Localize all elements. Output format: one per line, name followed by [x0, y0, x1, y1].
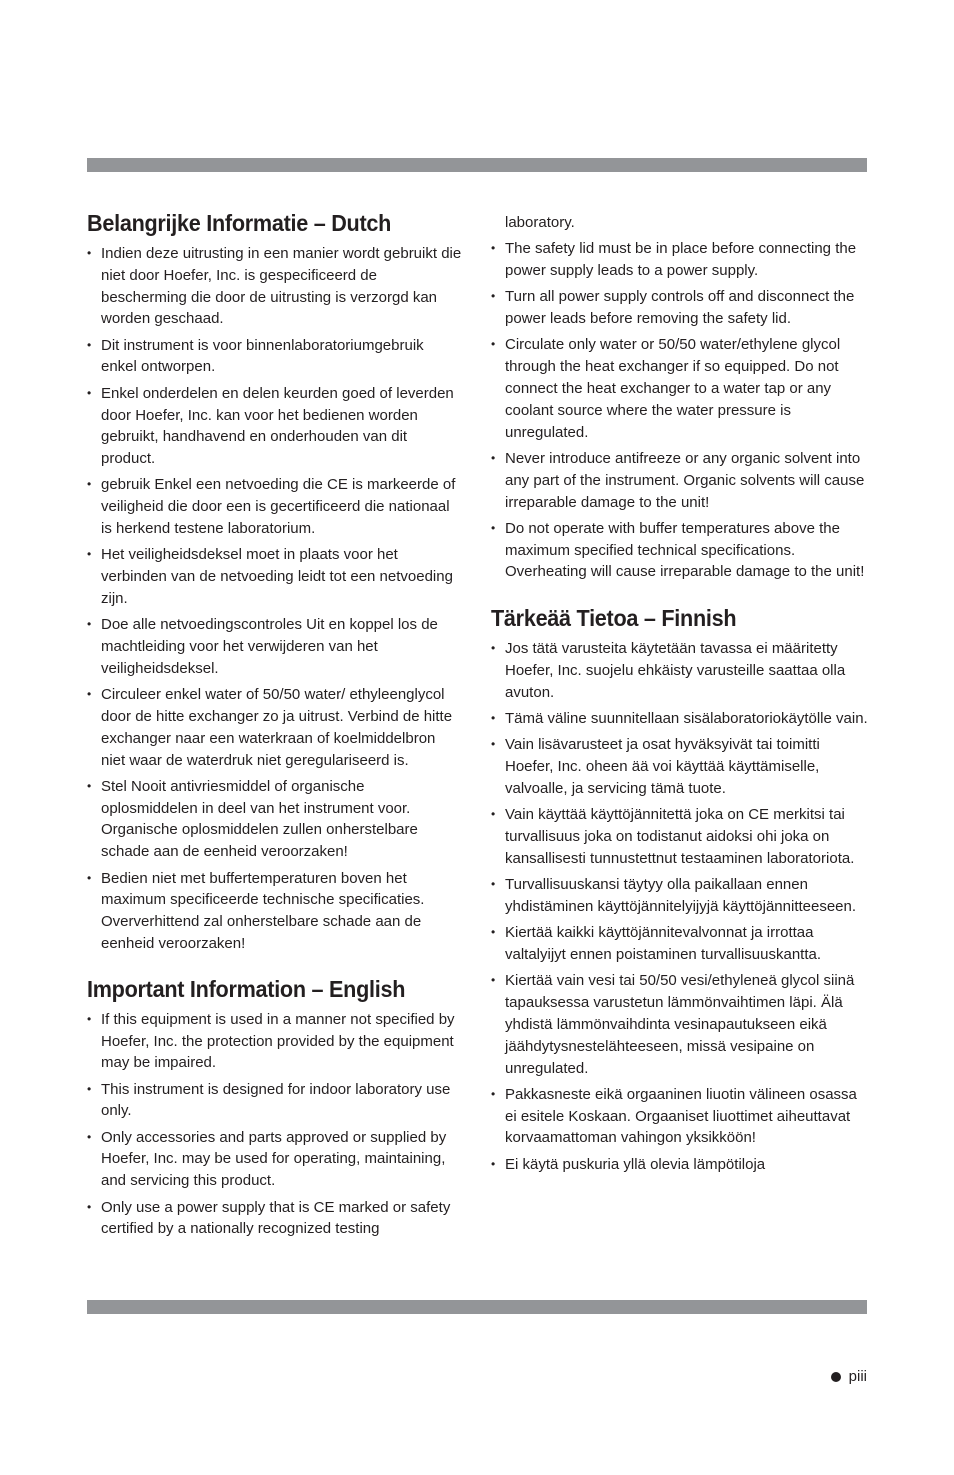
finnish-list [491, 638, 869, 1175]
list-item: • Ei käytä puskuria yllä olevia lämpötiloja [491, 1154, 869, 1176]
section-dutch [87, 208, 462, 955]
list-item: • Turvallisuuskansi täytyy olla paikallaan ennen yhdistäminen käyttöjännitelyijyjä käyttöjännitteeseen. [491, 874, 869, 918]
list-item: • Turn all power supply controls off and disconnect the power leads before removing the safety lid. [491, 286, 869, 330]
list-item: • gebruik Enkel een netvoeding die CE is markeerde of veiligheid die door een is gecertificeerd die nationaal is herkend testene laboratorium. [87, 474, 462, 539]
list-item: • Circulate only water or 50/50 water/ethylene glycol through the heat exchanger if so equipped. Do not connect the heat exchanger to a water tap or any coolant source where the water pressure is unregulated. [491, 334, 869, 443]
section-title-finnish: Tärkeää Tietoa – Finnish [491, 605, 737, 632]
list-item: • Jos tätä varusteita käytetään tavassa ei määritetty Hoefer, Inc. suojelu ehkäisty varusteille saattaa olla avuton. [491, 638, 869, 703]
list-item: • Enkel onderdelen en delen keurden goed of leverden door Hoefer, Inc. kan voor het bedienen worden gebruikt, handhavend en onderhouden van dit product. [87, 383, 462, 470]
list-item: • Doe alle netvoedingscontroles Uit en koppel los de machtleiding voor het verwijderen van het veiligheidsdeksel. [87, 614, 462, 679]
list-item: • Kiertää vain vesi tai 50/50 vesi/ethyleneä glycol siinä tapauksessa varustetun lämmönvaihtimen läpi. Älä yhdistä lämmönvaihdinta vesinapautukseen eikä jäähdytysnestelähteeseen, missä vesipaine on unregulated. [491, 970, 869, 1079]
dutch-list [87, 243, 462, 955]
section-title-dutch: Belangrijke Informatie – Dutch [87, 210, 392, 236]
list-item: • Bedien niet met buffertemperaturen boven het maximum specificeerde technische specificaties. Oververhittend zal onherstelbare schade aan de eenheid veroorzaken! [87, 868, 462, 955]
list-item: • Circuleer enkel water of 50/50 water/ ethyleenglycol door de hitte exchanger zo ja uitrust. Verbind de hitte exchanger naar een waterkraan of koelmiddelbron niet waar de waterdruk niet geregulariseerd is. [87, 684, 462, 771]
list-item: • Pakkasneste eikä orgaaninen liuotin välineen osassa ei esitele Koskaan. Orgaaniset liuottimet aiheuttavat korvaamattoman vahingon yksikköön! [491, 1084, 869, 1149]
list-item: • Tämä väline suunnitellaan sisälaboratoriokäytölle vain. [491, 708, 869, 730]
list-item: • This instrument is designed for indoor laboratory use only. [87, 1079, 462, 1123]
section-title-english: Important Information – English [87, 975, 406, 1002]
bottom-rule [87, 1300, 867, 1314]
list-item: • Never introduce antifreeze or any organic solvent into any part of the instrument. Organic solvents will cause irreparable damage to the unit! [491, 448, 869, 513]
bullet-dot-icon [831, 1372, 841, 1382]
section-finnish [491, 603, 869, 1175]
list-item-continuation: laboratory. [505, 214, 575, 231]
list-item: • Dit instrument is voor binnenlaboratoriumgebruik enkel ontworpen. [87, 335, 462, 379]
list-item: • Vain käyttää käyttöjännitettä joka on CE merkitsi tai turvallisuus joka on todistanut aidoksi ohi joka on kansallisesti tunnustettnut testaaminen laboratoriota. [491, 804, 869, 869]
list-item: • Indien deze uitrusting in een manier wordt gebruikt die niet door Hoefer, Inc. is gespecificeerd de bescherming die door de uitrusting is verzorgd kan worden geschaad. [87, 243, 462, 330]
english-list-left [87, 1009, 462, 1240]
english-list-right [491, 212, 869, 583]
right-column [491, 212, 869, 1195]
list-item: • Only accessories and parts approved or supplied by Hoefer, Inc. may be used for operating, maintaining, and servicing this product. [87, 1127, 462, 1192]
list-item: • Stel Nooit antivriesmiddel of organische oplosmiddelen in deel van het instrument voor. Organische oplosmiddelen zullen onherstelbare schade aan de eenheid veroorzaken! [87, 776, 462, 863]
page-footer [831, 1368, 867, 1385]
section-english [87, 974, 462, 1240]
page-number: piii [848, 1368, 867, 1385]
list-item: • Vain lisävarusteet ja osat hyväksyivät tai toimitti Hoefer, Inc. oheen ää voi käyttää käyttämiselle, valvoalle, ja servicing tämä tuote. [491, 734, 869, 799]
list-item: • Kiertää kaikki käyttöjännitevalvonnat ja irrottaa valtalyijyt ennen poistaminen turvallisuuskantta. [491, 922, 869, 966]
list-item: • The safety lid must be in place before connecting the power supply leads to a power supply. [491, 238, 869, 282]
list-item: • Het veiligheidsdeksel moet in plaats voor het verbinden van de netvoeding leidt tot een netvoeding zijn. [87, 544, 462, 609]
list-item: • Do not operate with buffer temperatures above the maximum specified technical specifications. Overheating will cause irreparable damage to the unit! [491, 518, 869, 583]
list-item: • If this equipment is used in a manner not specified by Hoefer, Inc. the protection provided by the equipment may be impaired. [87, 1009, 462, 1074]
left-column [87, 208, 462, 1259]
list-item: • Only use a power supply that is CE marked or safety certified by a nationally recognized testing [87, 1197, 462, 1241]
top-rule [87, 158, 867, 172]
